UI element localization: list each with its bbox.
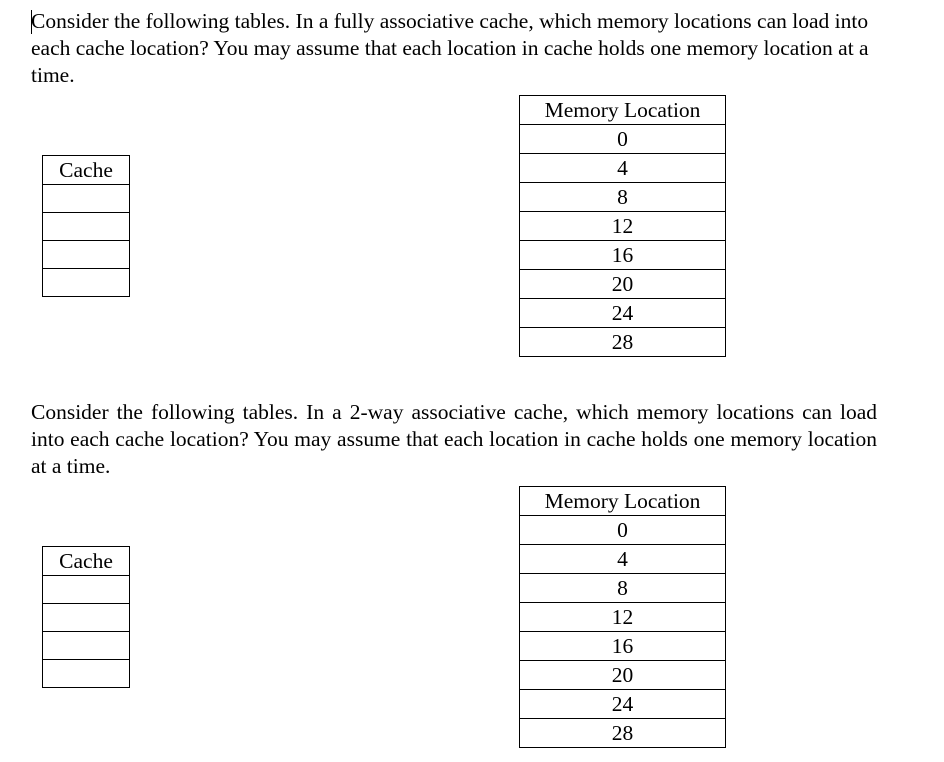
- cache-table-2-way-associative: [42, 546, 130, 688]
- memory-cell: 24: [520, 690, 726, 719]
- cache-table-fully-associative: [42, 155, 130, 297]
- cache-cell[interactable]: [43, 660, 130, 688]
- cache-header: Cache: [43, 547, 130, 576]
- memory-cell: 20: [520, 270, 726, 299]
- memory-cell: 16: [520, 632, 726, 661]
- memory-cell: 20: [520, 661, 726, 690]
- memory-cell: 8: [520, 183, 726, 212]
- memory-cell: 4: [520, 545, 726, 574]
- cache-cell[interactable]: [43, 604, 130, 632]
- memory-cell: 16: [520, 241, 726, 270]
- cache-cell[interactable]: [43, 576, 130, 604]
- memory-table-2-way-associative: [519, 486, 726, 748]
- memory-cell: 8: [520, 574, 726, 603]
- memory-cell: 28: [520, 719, 726, 748]
- memory-cell: 28: [520, 328, 726, 357]
- memory-cell: 24: [520, 299, 726, 328]
- cache-cell[interactable]: [43, 241, 130, 269]
- memory-table-fully-associative: [519, 95, 726, 357]
- question-2-way-associative: Consider the following tables. In a 2-way associative cache, which memory locations can load into each cache location? You may assume that each location in cache holds one memory location at a time.: [31, 400, 877, 478]
- memory-cell: 4: [520, 154, 726, 183]
- cache-cell[interactable]: [43, 213, 130, 241]
- cache-header: Cache: [43, 156, 130, 185]
- memory-header: Memory Location: [520, 96, 726, 125]
- memory-cell: 0: [520, 125, 726, 154]
- cache-cell[interactable]: [43, 185, 130, 213]
- memory-header: Memory Location: [520, 487, 726, 516]
- cache-cell[interactable]: [43, 632, 130, 660]
- memory-cell: 0: [520, 516, 726, 545]
- question-fully-associative: Consider the following tables. In a fully associative cache, which memory locations can load into each cache location? You may assume that each location in cache holds one memory location at a time.: [31, 9, 869, 87]
- memory-cell: 12: [520, 603, 726, 632]
- cache-cell[interactable]: [43, 269, 130, 297]
- memory-cell: 12: [520, 212, 726, 241]
